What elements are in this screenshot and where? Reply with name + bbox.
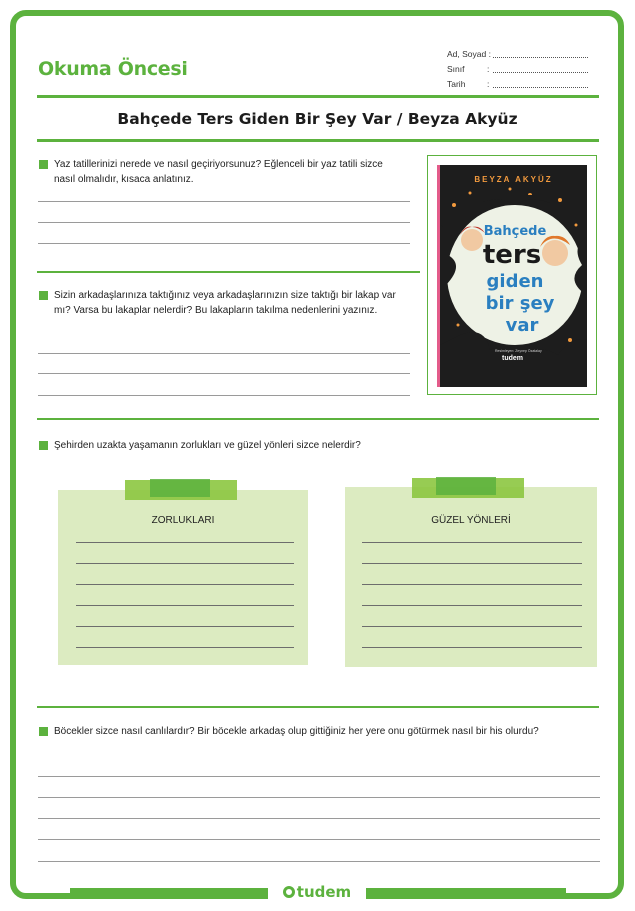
book-author: BEYZA AKYÜZ	[474, 175, 553, 184]
note-line[interactable]	[362, 584, 582, 585]
book-illustrator: Resimleyen: Zeynep Özatalay	[495, 349, 542, 353]
book-title-word-3: giden	[486, 271, 544, 292]
divider	[37, 95, 599, 98]
publisher-name: tudem	[296, 883, 352, 901]
answer-line[interactable]	[38, 395, 410, 396]
footer-band	[366, 888, 566, 894]
book-cover-art	[440, 165, 587, 387]
tape	[436, 477, 496, 495]
question-4	[54, 724, 574, 739]
answer-line[interactable]	[38, 818, 600, 819]
answer-line[interactable]	[38, 243, 410, 244]
note-line[interactable]	[76, 647, 294, 648]
worksheet-title: Bahçede Ters Giden Bir Şey Var / Beyza Akyüz	[117, 110, 518, 128]
page-frame	[10, 10, 624, 899]
bullet-icon	[39, 160, 48, 169]
note-line[interactable]	[362, 647, 582, 648]
divider	[37, 271, 420, 273]
note-line[interactable]	[76, 584, 294, 585]
bullet-icon	[39, 291, 48, 300]
answer-line[interactable]	[38, 776, 600, 777]
note-line[interactable]	[362, 626, 582, 627]
book-title-word-2: ters	[482, 240, 542, 270]
section-title: Okuma Öncesi	[38, 58, 188, 80]
note-line[interactable]	[362, 563, 582, 564]
answer-line[interactable]	[38, 201, 410, 202]
name-line[interactable]	[493, 57, 588, 58]
note-line[interactable]	[76, 542, 294, 543]
bullet-icon	[39, 441, 48, 450]
date-line[interactable]	[493, 87, 588, 88]
date-field[interactable]	[447, 79, 597, 94]
question-2-text: Sizin arkadaşlarınıza taktığınız veya arkadaşlarınızın size taktığı bir lakap var mı? Varsa bu lakaplar nelerdir? Bu lakapların takılma nedenlerini yazınız.	[54, 290, 396, 316]
question-3	[54, 438, 594, 453]
question-4-text: Böcekler sizce nasıl canlılardır? Bir böcekle arkadaş olup gittiğiniz her yere onu götürmek nasıl bir his olurdu?	[54, 726, 539, 737]
book-title-word-1: Bahçede	[483, 224, 547, 239]
date-label: Tarih	[447, 79, 466, 89]
question-1-text: Yaz tatillerinizi nerede ve nasıl geçiriyorsunuz? Eğlenceli bir yaz tatili sizce nasıl olmalıdır, kısaca anlatınız.	[54, 159, 383, 185]
answer-line[interactable]	[38, 222, 410, 223]
question-2	[54, 288, 414, 318]
student-info	[447, 49, 597, 94]
divider	[37, 139, 599, 142]
class-label: Sınıf	[447, 64, 465, 74]
divider	[37, 418, 599, 420]
question-1	[54, 157, 404, 187]
class-line[interactable]	[493, 72, 588, 73]
question-3-text: Şehirden uzakta yaşamanın zorlukları ve güzel yönleri sizce nelerdir?	[54, 440, 361, 451]
answer-line[interactable]	[38, 797, 600, 798]
answer-line[interactable]	[38, 373, 410, 374]
name-label: Ad, Soyad :	[447, 49, 491, 59]
name-field[interactable]	[447, 49, 597, 64]
answer-line[interactable]	[38, 353, 410, 354]
note-title-guzel-yonleri: GÜZEL YÖNLERİ	[431, 515, 511, 526]
class-colon: :	[487, 64, 490, 74]
footer	[0, 883, 635, 899]
note-line[interactable]	[76, 626, 294, 627]
note-guzel-yonleri	[345, 487, 597, 667]
note-line[interactable]	[76, 605, 294, 606]
divider	[37, 706, 599, 708]
answer-line[interactable]	[38, 861, 600, 862]
book-cover-image	[437, 165, 587, 387]
note-line[interactable]	[362, 605, 582, 606]
class-field[interactable]	[447, 64, 597, 79]
book-publisher: tudem	[502, 355, 523, 362]
book-title-word-5: var	[505, 315, 539, 336]
logo-icon	[283, 886, 295, 898]
book-cover	[427, 155, 597, 395]
date-colon: :	[487, 79, 490, 89]
answer-line[interactable]	[38, 839, 600, 840]
note-line[interactable]	[76, 563, 294, 564]
note-line[interactable]	[362, 542, 582, 543]
footer-band	[70, 888, 268, 894]
publisher-logo	[268, 883, 366, 901]
book-title-word-4: bir şey	[485, 293, 555, 314]
tape	[150, 479, 210, 497]
bullet-icon	[39, 727, 48, 736]
note-title-zorluklari: ZORLUKLARI	[151, 515, 215, 526]
